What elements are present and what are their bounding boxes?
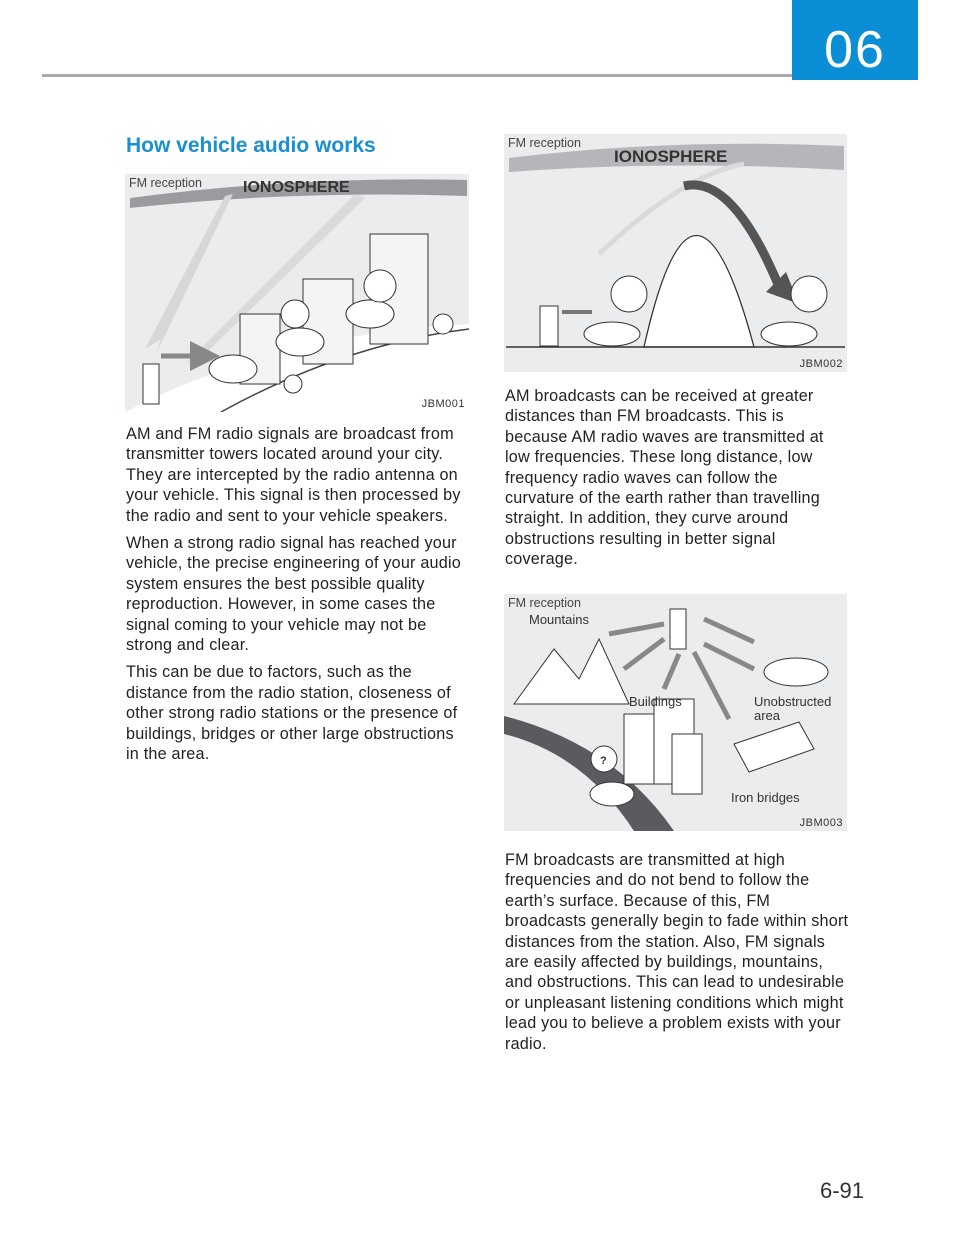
tree-icon — [433, 314, 453, 334]
ionosphere-label: IONOSPHERE — [614, 147, 728, 166]
figure-jbm003 — [504, 594, 847, 831]
figure-caption: FM reception — [508, 136, 581, 150]
unobstructed-label: Unobstructed — [754, 694, 832, 709]
page-number: 6-91 — [819, 1178, 864, 1203]
car-icon — [209, 355, 257, 383]
transmitter-tower-icon — [143, 364, 159, 404]
fm-obstructions-illustration — [504, 594, 847, 831]
paragraph: AM and FM radio signals are broadcast from transmitter towers located around your city. They are intercepted by the radio antenna on your vehicle. This signal is then processed by the radio and sent to your vehicle speakers. — [126, 425, 461, 525]
figure-code: JBM002 — [799, 358, 843, 370]
mountains-label: Mountains — [529, 612, 589, 627]
section-title: How vehicle audio works — [126, 134, 376, 157]
buildings-label: Buildings — [629, 694, 682, 709]
car-icon — [346, 300, 394, 328]
figure-jbm001 — [125, 174, 469, 412]
paragraph: When a strong radio signal has reached your vehicle, the precise engineering of your audio system ensures the best possible quality reproduction. However, in some cases the signal coming to your vehicle may not be strong and clear. — [126, 534, 461, 655]
iron-bridges-label: Iron bridges — [731, 790, 800, 805]
chapter-tab: 06 — [792, 0, 918, 80]
header-rule — [42, 74, 792, 77]
speech-bubble-icon — [281, 300, 309, 328]
speech-bubble-icon — [364, 270, 396, 302]
figure-jbm002 — [504, 134, 847, 372]
question-mark: ? — [600, 755, 607, 767]
figure-caption: FM reception — [508, 596, 581, 610]
area-label: area — [754, 708, 781, 723]
figure-code: JBM001 — [421, 398, 465, 410]
car-icon — [764, 658, 828, 686]
car-icon — [584, 322, 640, 346]
am-ionosphere-illustration — [504, 134, 847, 372]
transmitter-tower-icon — [540, 306, 558, 346]
fm-city-illustration — [125, 174, 469, 412]
transmitter-tower-icon — [670, 609, 686, 649]
figure-code: JBM003 — [799, 817, 843, 829]
am-text — [505, 386, 849, 577]
paragraph: This can be due to factors, such as the distance from the radio station, closeness of other strong radio stations or the presence of buildings, bridges or other large obstructions in the area. — [126, 663, 458, 764]
mountain-icon — [514, 639, 629, 704]
ionosphere-label: IONOSPHERE — [243, 179, 350, 196]
fm-text — [505, 850, 849, 1061]
car-icon — [761, 322, 817, 346]
car-icon — [276, 328, 324, 356]
speech-bubble-icon — [791, 276, 827, 312]
figure-caption: FM reception — [129, 176, 202, 190]
iron-bridge-icon — [734, 722, 814, 772]
left-column-text — [126, 424, 470, 772]
paragraph: AM broadcasts can be received at greater distances than FM broadcasts. This is because AM radio waves are transmitted at low frequencies. These long distance, low frequency radio waves can follow the curvature of the earth rather than travelling straight. In addition, they curve around obstructions resulting in better signal coverage. — [505, 387, 824, 569]
paragraph: FM broadcasts are transmitted at high frequencies and do not bend to follow the earth’s surface. Because of this, FM broadcasts generally begin to fade within short distances from the station. Also, FM signals are easily affected by buildings, mountains, and obstructions. This can lead to undesirable or unpleasant listening conditions which might lead you to believe a problem exists with your radio. — [505, 851, 849, 1053]
tree-icon — [284, 375, 302, 393]
car-icon — [590, 782, 634, 806]
speech-bubble-icon — [611, 276, 647, 312]
